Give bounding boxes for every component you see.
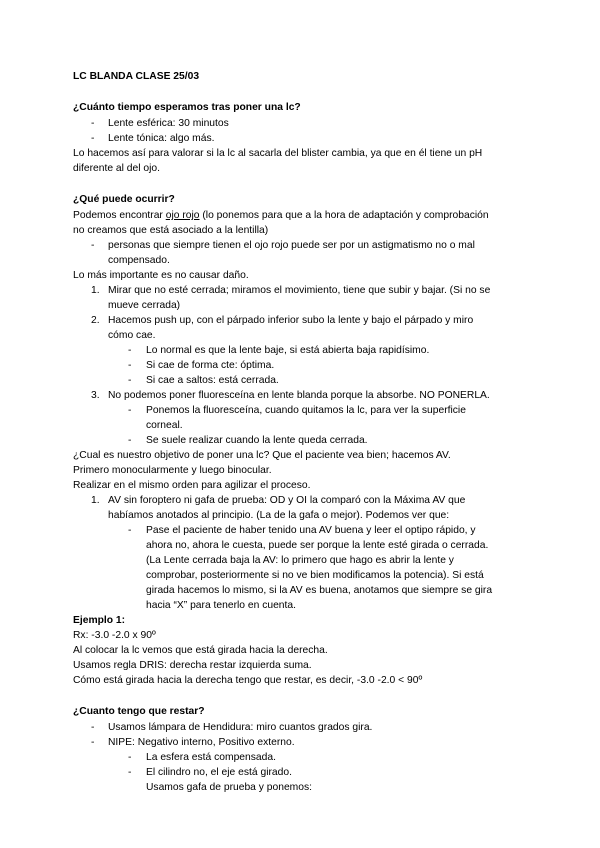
- sub-list-item-continuation: ahora no, ahora le cuesta, puede ser porque la lente esté girada o cerrada.: [146, 540, 489, 551]
- list-item: Mirar que no esté cerrada; miramos el movimiento, tiene que subir y bajar. (Si no se: [108, 285, 491, 296]
- section-heading-how-much-subtract: ¿Cuanto tengo que restar?: [73, 706, 205, 717]
- bullet-marker: -: [128, 360, 132, 371]
- section-heading-example: Ejemplo 1:: [73, 615, 126, 626]
- sub-list-item: Pase el paciente de haber tenido una AV buena y leer el optipo rápido, y: [146, 525, 476, 536]
- list-item: personas que siempre tienen el ojo rojo puede ser por un astigmatismo no o mal: [108, 240, 475, 251]
- paragraph-line: [73, 209, 489, 223]
- list-item: NIPE: Negativo interno, Positivo externo.: [108, 737, 295, 748]
- sub-list-item-continuation: corneal.: [146, 420, 183, 431]
- paragraph-line: Lo hacemos así para valorar si la lc al sacarla del blister cambia, ya que en él tiene un pH: [73, 148, 483, 159]
- list-item-continuation: cómo cae.: [108, 330, 156, 341]
- list-item-continuation: compensado.: [108, 255, 170, 266]
- paragraph-line: diferente al del ojo.: [73, 163, 161, 174]
- bullet-marker: -: [91, 722, 95, 733]
- sub-list-item: Lo normal es que la lente baje, si está abierta baja rapidísimo.: [146, 345, 430, 356]
- section-heading-wait-time: ¿Cuánto tiempo esperamos tras poner una lc?: [73, 102, 301, 113]
- sub-list-item: El cilindro no, el eje está girado.: [146, 767, 292, 778]
- paragraph-line: Lo más importante es no causar daño.: [73, 270, 249, 281]
- underlined-term: ojo rojo: [165, 210, 200, 221]
- sub-list-item-continuation: hacia “X” para tenerlo en cuenta.: [146, 600, 296, 611]
- text-run: Podemos encontrar: [73, 210, 166, 221]
- list-item-continuation: habíamos anotados al principio. (La de la gafa o mejor). Podemos ver que:: [108, 510, 450, 521]
- bullet-marker: -: [128, 767, 132, 778]
- paragraph-line: Al colocar la lc vemos que está girada hacia la derecha.: [73, 645, 328, 656]
- sub-list-item-continuation: comprobar, posteriormente si no ve bien modificamos la potencia). Si está: [146, 570, 484, 581]
- bullet-marker: -: [128, 525, 132, 536]
- paragraph-line: Realizar en el mismo orden para agilizar el proceso.: [73, 480, 311, 491]
- sub-list-item: La esfera está compensada.: [146, 752, 276, 763]
- list-item: Hacemos push up, con el párpado inferior subo la lente y bajo el párpado y miro: [108, 315, 474, 326]
- sub-list-item-continuation: Usamos gafa de prueba y ponemos:: [146, 782, 312, 793]
- section-heading-what-can-happen: ¿Qué puede ocurrir?: [73, 194, 175, 205]
- bullet-marker: -: [128, 405, 132, 416]
- list-item: No podemos poner fluoresceína en lente blanda porque la absorbe. NO PONERLA.: [108, 390, 490, 401]
- sub-list-item-continuation: girada hacemos lo mismo, si la AV es buena, anotamos que siempre se gira: [146, 585, 493, 596]
- list-item-continuation: mueve cerrada): [108, 300, 181, 311]
- paragraph-line: Primero monocularmente y luego binocular.: [73, 465, 272, 476]
- bullet-marker: -: [91, 133, 95, 144]
- list-item: Lente esférica: 30 minutos: [108, 118, 229, 129]
- list-item: AV sin foroptero ni gafa de prueba: OD y OI la comparó con la Máxima AV que: [108, 495, 466, 506]
- bullet-marker: -: [91, 118, 95, 129]
- list-number: 1.: [91, 495, 100, 506]
- bullet-marker: -: [91, 737, 95, 748]
- sub-list-item: Si cae a saltos: está cerrada.: [146, 375, 279, 386]
- bullet-marker: -: [91, 240, 95, 251]
- sub-list-item: Si cae de forma cte: óptima.: [146, 360, 275, 371]
- list-number: 3.: [91, 390, 100, 401]
- list-item: Usamos lámpara de Hendidura: miro cuantos grados gira.: [108, 722, 373, 733]
- bullet-marker: -: [128, 375, 132, 386]
- paragraph-line: Rx: -3.0 -2.0 x 90º: [73, 630, 156, 641]
- sub-list-item-continuation: (La Lente cerrada baja la AV: lo primero que hago es abrir la lente y: [146, 555, 454, 566]
- paragraph-line: no creamos que está asociado a la lentilla): [73, 225, 269, 236]
- list-number: 1.: [91, 285, 100, 296]
- list-number: 2.: [91, 315, 100, 326]
- paragraph-line: ¿Cual es nuestro objetivo de poner una lc? Que el paciente vea bien; hacemos AV.: [73, 450, 451, 461]
- sub-list-item: Ponemos la fluoresceína, cuando quitamos la lc, para ver la superficie: [146, 405, 466, 416]
- list-item: Lente tónica: algo más.: [108, 133, 215, 144]
- sub-list-item: Se suele realizar cuando la lente queda cerrada.: [146, 435, 368, 446]
- document-title: LC BLANDA CLASE 25/03: [73, 71, 200, 82]
- text-run: (lo ponemos para que a la hora de adaptación y comprobación: [199, 210, 489, 221]
- paragraph-line: Cómo está girada hacia la derecha tengo que restar, es decir, -3.0 -2.0 < 90º: [73, 675, 423, 686]
- paragraph-line: Usamos regla DRIS: derecha restar izquierda suma.: [73, 660, 312, 671]
- bullet-marker: -: [128, 345, 132, 356]
- bullet-marker: -: [128, 435, 132, 446]
- bullet-marker: -: [128, 752, 132, 763]
